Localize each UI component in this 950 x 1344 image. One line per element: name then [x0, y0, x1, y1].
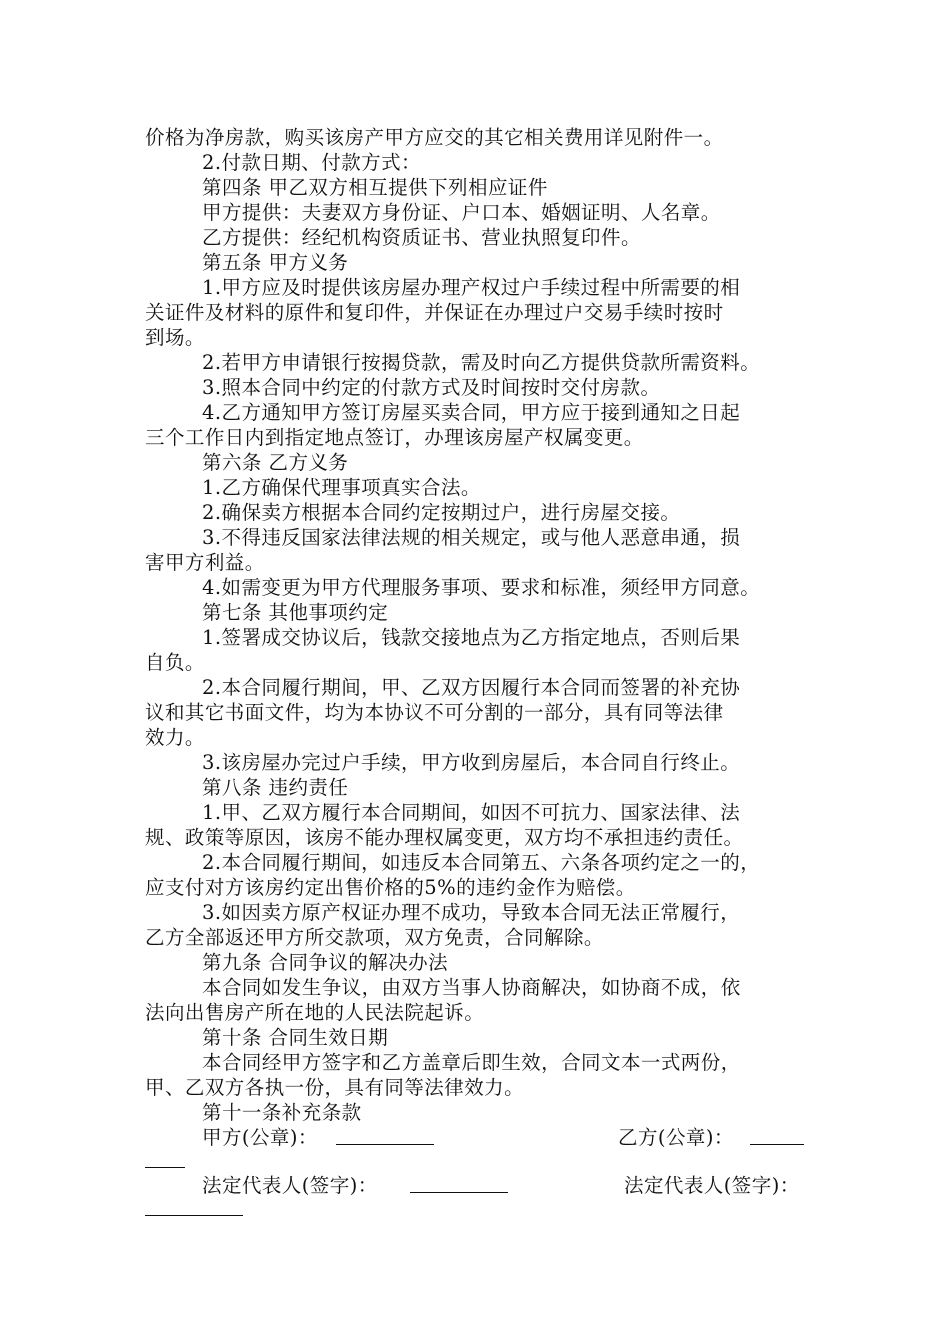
- paragraph-line: 3.不得违反国家法律法规的相关规定，或与他人恶意串通，损: [202, 526, 741, 549]
- article-heading: 第四条 甲乙双方相互提供下列相应证件: [202, 176, 548, 199]
- party-a-seal-label: 甲方(公章)：: [202, 1126, 318, 1149]
- paragraph-line: 乙方提供：经纪机构资质证书、营业执照复印件。: [202, 226, 641, 249]
- article-heading: 第八条 违约责任: [202, 776, 349, 799]
- paragraph-line: 关证件及材料的原件和复印件，并保证在办理过户交易手续时按时: [145, 301, 724, 324]
- party-b-seal-blank-cont: [145, 1167, 185, 1168]
- paragraph-line: 三个工作日内到指定地点签订，办理该房屋产权属变更。: [145, 426, 644, 449]
- article-heading: 第五条 甲方义务: [202, 251, 349, 274]
- paragraph-line: 甲、乙双方各执一份，具有同等法律效力。: [145, 1076, 525, 1099]
- paragraph-line: 自负。: [145, 651, 205, 674]
- party-b-seal-label: 乙方(公章)：: [618, 1126, 734, 1149]
- paragraph-line: 乙方全部返还甲方所交款项，双方免责，合同解除。: [145, 926, 604, 949]
- paragraph-line: 法向出售房产所在地的人民法院起诉。: [145, 1001, 485, 1024]
- paragraph-line: 2.付款日期、付款方式：: [202, 151, 422, 174]
- party-a-rep-label: 法定代表人(签字)：: [202, 1174, 378, 1197]
- paragraph-line: 议和其它书面文件，均为本协议不可分割的一部分，具有同等法律: [145, 701, 724, 724]
- paragraph-line: 本合同经甲方签字和乙方盖章后即生效，合同文本一式两份，: [202, 1051, 741, 1074]
- article-heading: 第十一条补充条款: [202, 1101, 362, 1124]
- paragraph-line: 应支付对方该房约定出售价格的5%的违约金作为赔偿。: [145, 876, 636, 899]
- paragraph-line: 2.确保卖方根据本合同约定按期过户，进行房屋交接。: [202, 501, 681, 524]
- paragraph-line: 1.签署成交协议后，钱款交接地点为乙方指定地点，否则后果: [202, 626, 741, 649]
- paragraph-line: 3.照本合同中约定的付款方式及时间按时交付房款。: [202, 376, 661, 399]
- paragraph-line: 本合同如发生争议，由双方当事人协商解决，如协商不成，依: [202, 976, 741, 999]
- paragraph-line: 到场。: [145, 326, 205, 349]
- article-heading: 第九条 合同争议的解决办法: [202, 951, 449, 974]
- paragraph-line: 2.若甲方申请银行按揭贷款，需及时向乙方提供贷款所需资料。: [202, 351, 761, 374]
- paragraph-line: 4.如需变更为甲方代理服务事项、要求和标准，须经甲方同意。: [202, 576, 761, 599]
- paragraph-line: 1.甲、乙双方履行本合同期间，如因不可抗力、国家法律、法: [202, 801, 741, 824]
- paragraph-line: 效力。: [145, 726, 205, 749]
- party-a-seal-blank: [336, 1144, 434, 1145]
- paragraph-line: 4.乙方通知甲方签订房屋买卖合同，甲方应于接到通知之日起: [202, 401, 741, 424]
- article-heading: 第七条 其他事项约定: [202, 601, 389, 624]
- paragraph-line: 1.乙方确保代理事项真实合法。: [202, 476, 481, 499]
- party-b-rep-label: 法定代表人(签字)：: [624, 1174, 800, 1197]
- party-b-seal-blank: [750, 1144, 804, 1145]
- article-heading: 第十条 合同生效日期: [202, 1026, 389, 1049]
- paragraph-line: 价格为净房款，购买该房产甲方应交的其它相关费用详见附件一。: [145, 126, 724, 149]
- paragraph-line: 1.甲方应及时提供该房屋办理产权过户手续过程中所需要的相: [202, 276, 741, 299]
- paragraph-line: 3.该房屋办完过户手续，甲方收到房屋后，本合同自行终止。: [202, 751, 741, 774]
- paragraph-line: 3.如因卖方原产权证办理不成功，导致本合同无法正常履行，: [202, 901, 741, 924]
- party-a-rep-blank: [410, 1192, 508, 1193]
- party-b-rep-blank: [145, 1215, 243, 1216]
- paragraph-line: 2.本合同履行期间，如违反本合同第五、六条各项约定之一的，: [202, 851, 761, 874]
- paragraph-line: 2.本合同履行期间，甲、乙双方因履行本合同而签署的补充协: [202, 676, 741, 699]
- article-heading: 第六条 乙方义务: [202, 451, 349, 474]
- paragraph-line: 规、政策等原因，该房不能办理权属变更，双方均不承担违约责任。: [145, 826, 744, 849]
- paragraph-line: 甲方提供：夫妻双方身份证、户口本、婚姻证明、人名章。: [202, 201, 721, 224]
- paragraph-line: 害甲方利益。: [145, 551, 265, 574]
